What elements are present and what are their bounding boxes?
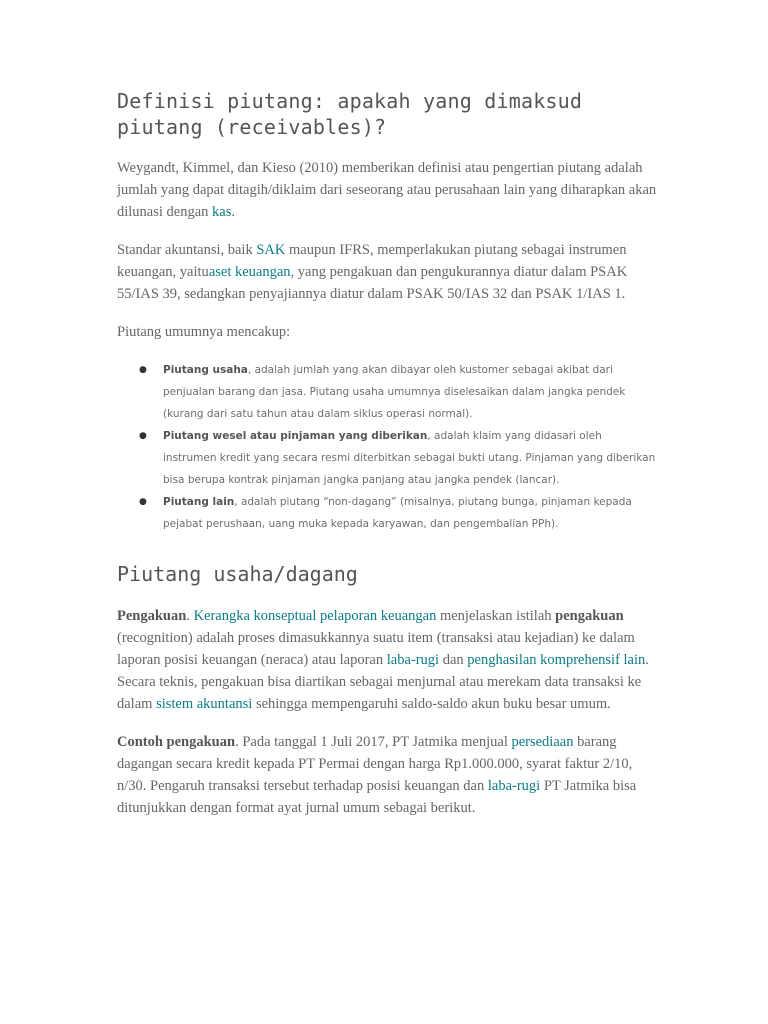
- link-laba-rugi-2[interactable]: laba-rugi: [487, 778, 541, 794]
- example-paragraph: Contoh pengakuan. Pada tanggal 1 Juli 2017, PT Jatmika menjual persediaan barang dagangan secara kredit kepada PT Permai dengan harga Rp1.000.000, syarat faktur 2/10, n/30. Pengaruh transaksi tersebut terhadap posisi keuangan dan laba-rugi PT Jatmika bisa ditunjukkan dengan format ayat jurnal umum sebagai berikut.: [117, 734, 637, 816]
- link-sak[interactable]: SAK: [256, 242, 286, 258]
- bullet-icon: ●: [139, 365, 147, 375]
- list-item-term: Piutang lain: [163, 496, 235, 508]
- receivables-list: [117, 359, 657, 535]
- definition-paragraph: Weygandt, Kimmel, dan Kieso (2010) memberikan definisi atau pengertian piutang adalah jumlah yang dapat ditagih/diklaim dari seseorang atau perusahaan lain yang diharapkan akan dilunasi dengan kas.: [117, 160, 657, 220]
- list-item-term: Piutang usaha: [163, 364, 248, 376]
- bullet-icon: ●: [139, 431, 147, 441]
- list-item-text: , adalah piutang “non-dagang” (misalnya, piutang bunga, pinjaman kepada pejabat perushaan, uang muka kepada karyawan, dan pengembalian PPh).: [163, 496, 632, 530]
- article: [117, 88, 657, 819]
- section-heading: Piutang usaha/dagang: [117, 562, 358, 586]
- list-item: [117, 425, 657, 491]
- definition-text: Weygandt, Kimmel, dan Kieso (2010) memberikan definisi atau pengertian piutang adalah jumlah yang dapat ditagih/diklaim dari seseorang atau perusahaan lain yang diharapkan akan dilunasi dengan: [117, 160, 657, 220]
- link-kerangka-konseptual[interactable]: Kerangka konseptual pelaporan keuangan: [193, 608, 437, 624]
- link-aset-keuangan[interactable]: aset keuangan: [208, 264, 291, 280]
- link-persediaan[interactable]: persediaan: [511, 734, 574, 750]
- link-laba-rugi[interactable]: laba-rugi: [386, 652, 440, 668]
- scope-intro-paragraph: Piutang umumnya mencakup:: [117, 324, 291, 340]
- recognition-paragraph: Pengakuan. Kerangka konseptual pelaporan keuangan menjelaskan istilah pengakuan (recognition) adalah proses dimasukkannya suatu item (transaksi atau kejadian) ke dalam laporan posisi keuangan (neraca) atau laporan laba-rugi dan penghasilan komprehensif lain. Secara teknis, pengakuan bisa diartikan sebagai menjurnal atau merekam data transaksi ke dalam sistem akuntansi sehingga mempengaruhi saldo-saldo akun buku besar umum.: [117, 608, 649, 712]
- list-item-text: , adalah jumlah yang akan dibayar oleh kustomer sebagai akibat dari penjualan barang dan jasa. Piutang usaha umumnya diselesaikan dalam jangka pendek (kurang dari satu tahun atau dalam siklus operasi normal).: [163, 364, 626, 420]
- list-item: [117, 359, 657, 425]
- list-item-term: Piutang wesel atau pinjaman yang diberikan: [163, 430, 428, 442]
- link-kas[interactable]: kas: [212, 204, 232, 220]
- bullet-icon: ●: [139, 497, 147, 507]
- link-sistem-akuntansi[interactable]: sistem akuntansi: [156, 696, 253, 712]
- list-item: [117, 491, 657, 535]
- list-item-text: , adalah klaim yang didasari oleh instrumen kredit yang secara resmi diterbitkan sebagai bukti utang. Pinjaman yang diberikan bisa berupa kontrak pinjaman jangka panjang atau jangka pendek (lancar).: [163, 430, 656, 486]
- page-title: Definisi piutang: apakah yang dimaksud piutang (receivables)?: [117, 89, 583, 139]
- link-penghasilan-komprehensif[interactable]: penghasilan komprehensif lain: [467, 652, 646, 668]
- standards-paragraph: Standar akuntansi, baik SAK maupun IFRS, memperlakukan piutang sebagai instrumen keuangan, yaituaset keuangan, yang pengakuan dan pengukurannya diatur dalam PSAK 55/IAS 39, sedangkan penyajiannya diatur dalam PSAK 50/IAS 32 dan PSAK 1/IAS 1.: [117, 242, 628, 302]
